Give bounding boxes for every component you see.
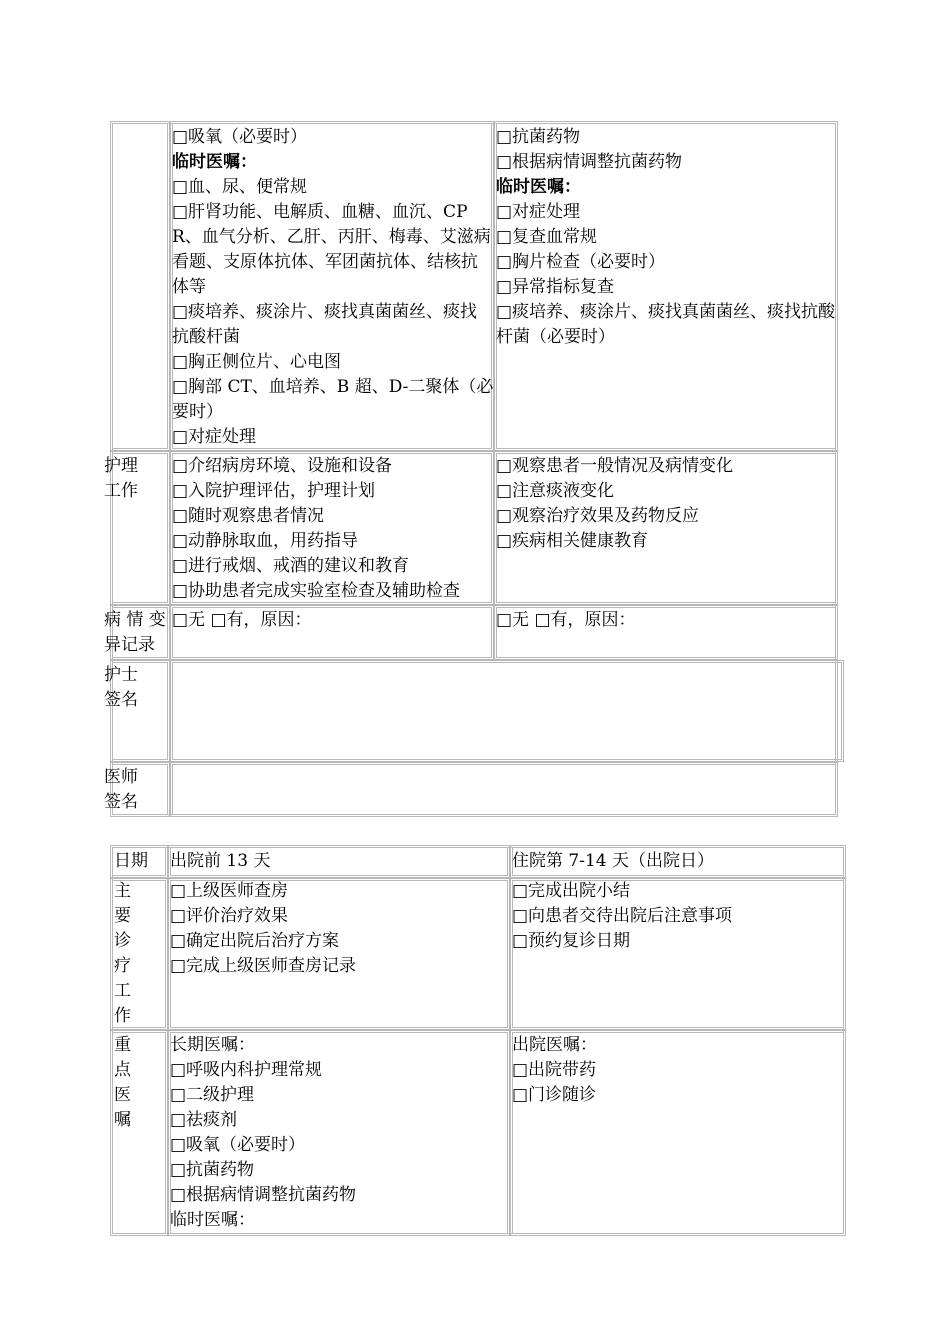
list-line: □吸氧（必要时） xyxy=(172,127,308,147)
list-line: □胸正侧位片、心电图 xyxy=(172,352,342,372)
list-line: □完成出院小结 xyxy=(512,881,631,901)
list-line: □评价治疗效果 xyxy=(170,906,289,926)
t2-header-col-b: 住院第 7-14 天（出院日） xyxy=(512,851,714,871)
t1-nursing-col-b-list xyxy=(496,454,838,554)
list-line: □门诊随诊 xyxy=(512,1085,597,1105)
list-line: □出院带药 xyxy=(512,1060,597,1080)
list-line: 临时医嘱： xyxy=(496,177,581,197)
list-line: □对症处理 xyxy=(172,427,257,447)
list-line: 出院医嘱： xyxy=(512,1035,597,1055)
t2-main-col-b-list xyxy=(512,879,846,954)
list-line: □进行戒烟、戒酒的建议和教育 xyxy=(172,556,410,576)
list-line: □胸部 CT、血培养、B 超、D-二聚体（必要时） xyxy=(172,377,494,422)
t2-header-col-a: 出院前 13 天 xyxy=(170,851,271,871)
list-line: □根据病情调整抗菌药物 xyxy=(496,152,683,172)
t2-orders-col-a-list xyxy=(170,1033,510,1233)
list-line: □协助患者完成实验室检查及辅助检查 xyxy=(172,581,461,601)
list-line: □异常指标复查 xyxy=(496,277,615,297)
t1-nursing-col-a-list xyxy=(172,454,494,604)
list-line: □观察治疗效果及药物反应 xyxy=(496,506,700,526)
list-line: 长期医嘱： xyxy=(170,1035,255,1055)
list-line: □观察患者一般情况及病情变化 xyxy=(496,456,734,476)
t1-variance-col-a: □无 □有，原因： xyxy=(172,610,312,630)
t1-orders-col-b-list xyxy=(496,125,838,350)
list-line: □痰培养、痰涂片、痰找真菌菌丝、痰找抗酸杆菌（必要时） xyxy=(496,302,836,347)
t1-orders-label-cell xyxy=(110,121,170,451)
list-line: □根据病情调整抗菌药物 xyxy=(170,1185,357,1205)
list-line: □确定出院后治疗方案 xyxy=(170,931,340,951)
list-line: □胸片检查（必要时） xyxy=(496,252,666,272)
list-line: □完成上级医师查房记录 xyxy=(170,956,357,976)
list-line: □注意痰液变化 xyxy=(496,481,615,501)
list-line: □介绍病房环境、设施和设备 xyxy=(172,456,393,476)
t1-doctor-sign-field[interactable] xyxy=(170,762,838,817)
list-line: □动静脉取血，用药指导 xyxy=(172,531,359,551)
t1-orders-col-a-list xyxy=(172,125,494,450)
list-line: □抗菌药物 xyxy=(496,127,581,147)
t2-orders-col-b-list xyxy=(512,1033,846,1108)
list-line: □抗菌药物 xyxy=(170,1160,255,1180)
t2-orders-label: 重点医嘱 xyxy=(114,1035,131,1130)
list-line: □祛痰剂 xyxy=(170,1110,238,1130)
t1-nurse-sign-field[interactable] xyxy=(170,660,844,762)
t1-variance-label: 病 情 变异记录 xyxy=(104,610,166,655)
list-line: □随时观察患者情况 xyxy=(172,506,325,526)
list-line: □对症处理 xyxy=(496,202,581,222)
list-line: □预约复诊日期 xyxy=(512,931,631,951)
t1-nursing-label: 护理工作 xyxy=(104,456,138,501)
list-line: □疾病相关健康教育 xyxy=(496,531,649,551)
t2-main-col-a-list xyxy=(170,879,510,979)
t1-doctor-sign-label: 医师签名 xyxy=(104,767,138,812)
list-line: □二级护理 xyxy=(170,1085,255,1105)
t2-main-label: 主要诊疗工作 xyxy=(114,881,131,1026)
list-line: □肝肾功能、电解质、血糖、血沉、CPR、血气分析、乙肝、丙肝、梅毒、艾滋病看题、支原体抗体、军团菌抗体、结核抗体等 xyxy=(172,202,491,297)
list-line: □向患者交待出院后注意事项 xyxy=(512,906,733,926)
list-line: □入院护理评估，护理计划 xyxy=(172,481,376,501)
t1-variance-col-b: □无 □有，原因： xyxy=(496,610,636,630)
t2-header-label: 日期 xyxy=(114,851,148,871)
list-line: □呼吸内科护理常规 xyxy=(170,1060,323,1080)
list-line: □吸氧（必要时） xyxy=(170,1135,306,1155)
list-line: 临时医嘱： xyxy=(172,152,257,172)
list-line: 临时医嘱： xyxy=(170,1210,255,1230)
list-line: □血、尿、便常规 xyxy=(172,177,308,197)
list-line: □上级医师查房 xyxy=(170,881,289,901)
t1-nurse-sign-label: 护士签名 xyxy=(104,665,138,710)
list-line: □复查血常规 xyxy=(496,227,598,247)
list-line: □痰培养、痰涂片、痰找真菌菌丝、痰找抗酸杆菌 xyxy=(172,302,478,347)
